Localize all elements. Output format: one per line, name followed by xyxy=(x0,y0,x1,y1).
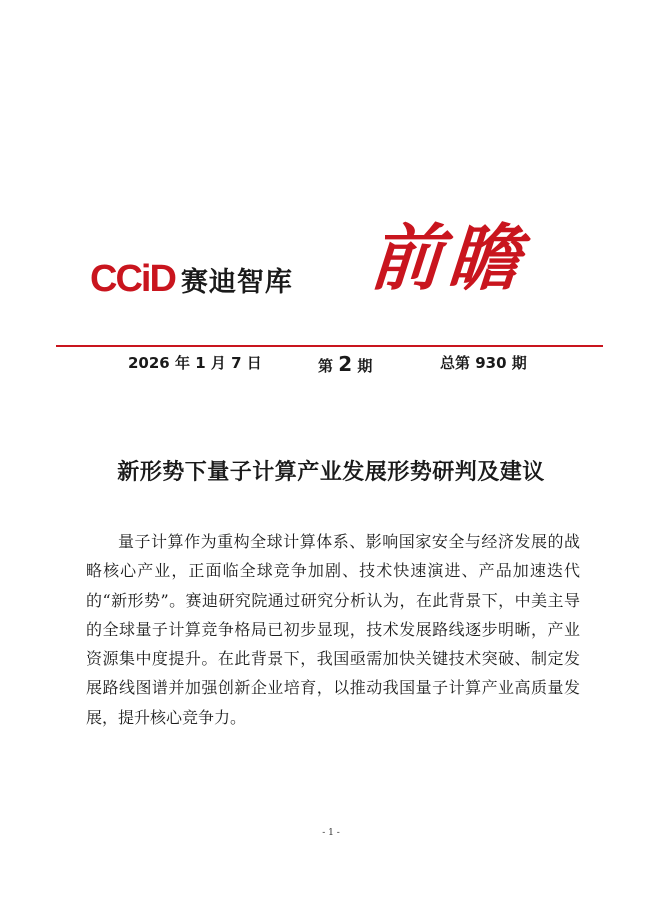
article-title: 新形势下量子计算产业发展形势研判及建议 xyxy=(117,460,545,485)
brand xyxy=(90,260,293,298)
issue-number-value: 2 xyxy=(338,352,353,376)
issue-date: 2026 年 1 月 7 日 xyxy=(128,354,262,372)
brand-name: 赛迪智库 xyxy=(180,267,293,298)
ccid-logo: CCiD xyxy=(90,258,175,300)
page-number: - 1 - xyxy=(322,828,340,838)
issue-number-suffix: 期 xyxy=(357,357,373,375)
header-divider xyxy=(56,345,603,347)
issue-number-prefix: 第 xyxy=(318,357,334,375)
issue-number xyxy=(318,352,372,376)
issue-total: 总第 930 期 xyxy=(440,354,527,372)
article-body: 量子计算作为重构全球计算体系、影响国家安全与经济发展的战略核心产业，正面临全球竞争加剧、技术快速演进、产品加速迭代的“新形势”。赛迪研究院通过研究分析认为，在此背景下，中美主导的全球量子计算竞争格局已初步显现，技术发展路线逐步明晰，产业资源集中度提升。在此背景下，我国亟需加快关键技术突破、制定发展路线图谱并加强创新企业培育，以推动我国量子计算产业高质量发展，提升核心竞争力。 xyxy=(86,532,580,727)
masthead xyxy=(84,215,584,328)
series-title: 前瞻 xyxy=(367,215,530,300)
